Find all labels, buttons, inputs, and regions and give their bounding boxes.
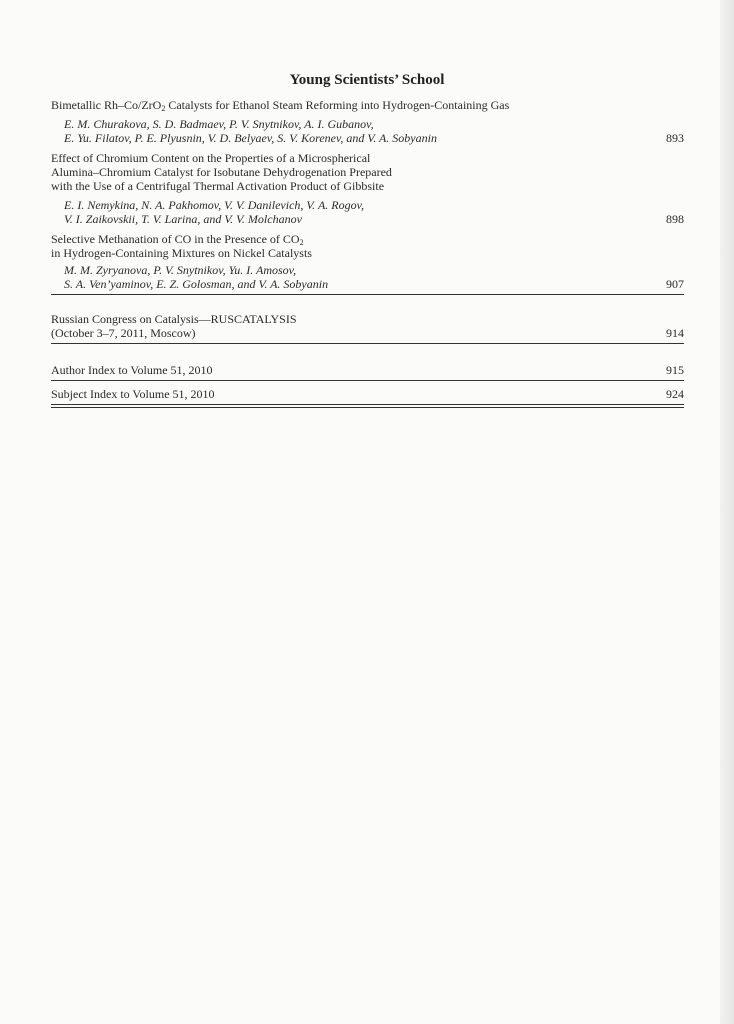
divider [51,380,684,381]
toc-entry-ruscatalysis [51,312,684,343]
congress-title: Russian Congress on Catalysis—RUSCATALYSIS [51,312,297,326]
entry-page-number: 898 [666,212,684,226]
entry-page-number: 914 [666,326,684,340]
divider-double [51,407,684,408]
entry-page-number: 907 [666,277,684,291]
entry-authors: E. I. Nemykina, N. A. Pakhomov, V. V. Danilevich, V. A. Rogov, V. I. Zaikovskii, T. V. Larina, and V. V. Molchanov [64,198,365,226]
divider [51,404,684,405]
page-edge-shadow [720,0,734,1024]
entry-title: Effect of Chromium Content on the Properties of a Microspherical Alumina–Chromium Catalyst for Isobutane Dehydrogenation Prepared with the Use of a Centrifugal Thermal Activation Product of Gibbsite [51,151,392,193]
subject-index-label: Subject Index to Volume 51, 2010 [51,387,215,401]
entry-page-number: 924 [666,387,684,401]
author-index-label: Author Index to Volume 51, 2010 [51,363,213,377]
toc-entry-chromium-content [51,151,684,226]
divider [51,294,684,295]
toc-entry-selective-methanation [51,232,684,294]
toc-entry-subject-index [51,387,684,404]
entry-page-number: 915 [666,363,684,377]
divider [51,343,684,344]
entry-authors: M. M. Zyryanova, P. V. Snytnikov, Yu. I. Amosov, S. A. Ven’yaminov, E. Z. Golosman, and V. A. Sobyanin [64,263,329,291]
section-title: Young Scientists’ School [289,72,445,88]
congress-dates: (October 3–7, 2011, Moscow) [51,326,196,340]
toc-entry-rh-co-zro2 [51,98,684,145]
table-of-contents [51,98,684,408]
entry-title: Selective Methanation of CO in the Presence of $CO_2$ in Hydrogen-Containing Mixtures on Nickel Catalysts [51,232,312,260]
entry-title: Bimetallic Rh–Co/ZrO$_2$ Catalysts for Ethanol Steam Reforming into Hydrogen-Containing Gas [51,98,510,113]
entry-authors: E. M. Churakova, S. D. Badmaev, P. V. Snytnikov, A. I. Gubanov, E. Yu. Filatov, P. E. Plyusnin, V. D. Belyaev, S. V. Korenev, and V. A. Sobyanin [64,117,437,145]
toc-entry-author-index [51,363,684,380]
entry-page-number: 893 [666,131,684,145]
